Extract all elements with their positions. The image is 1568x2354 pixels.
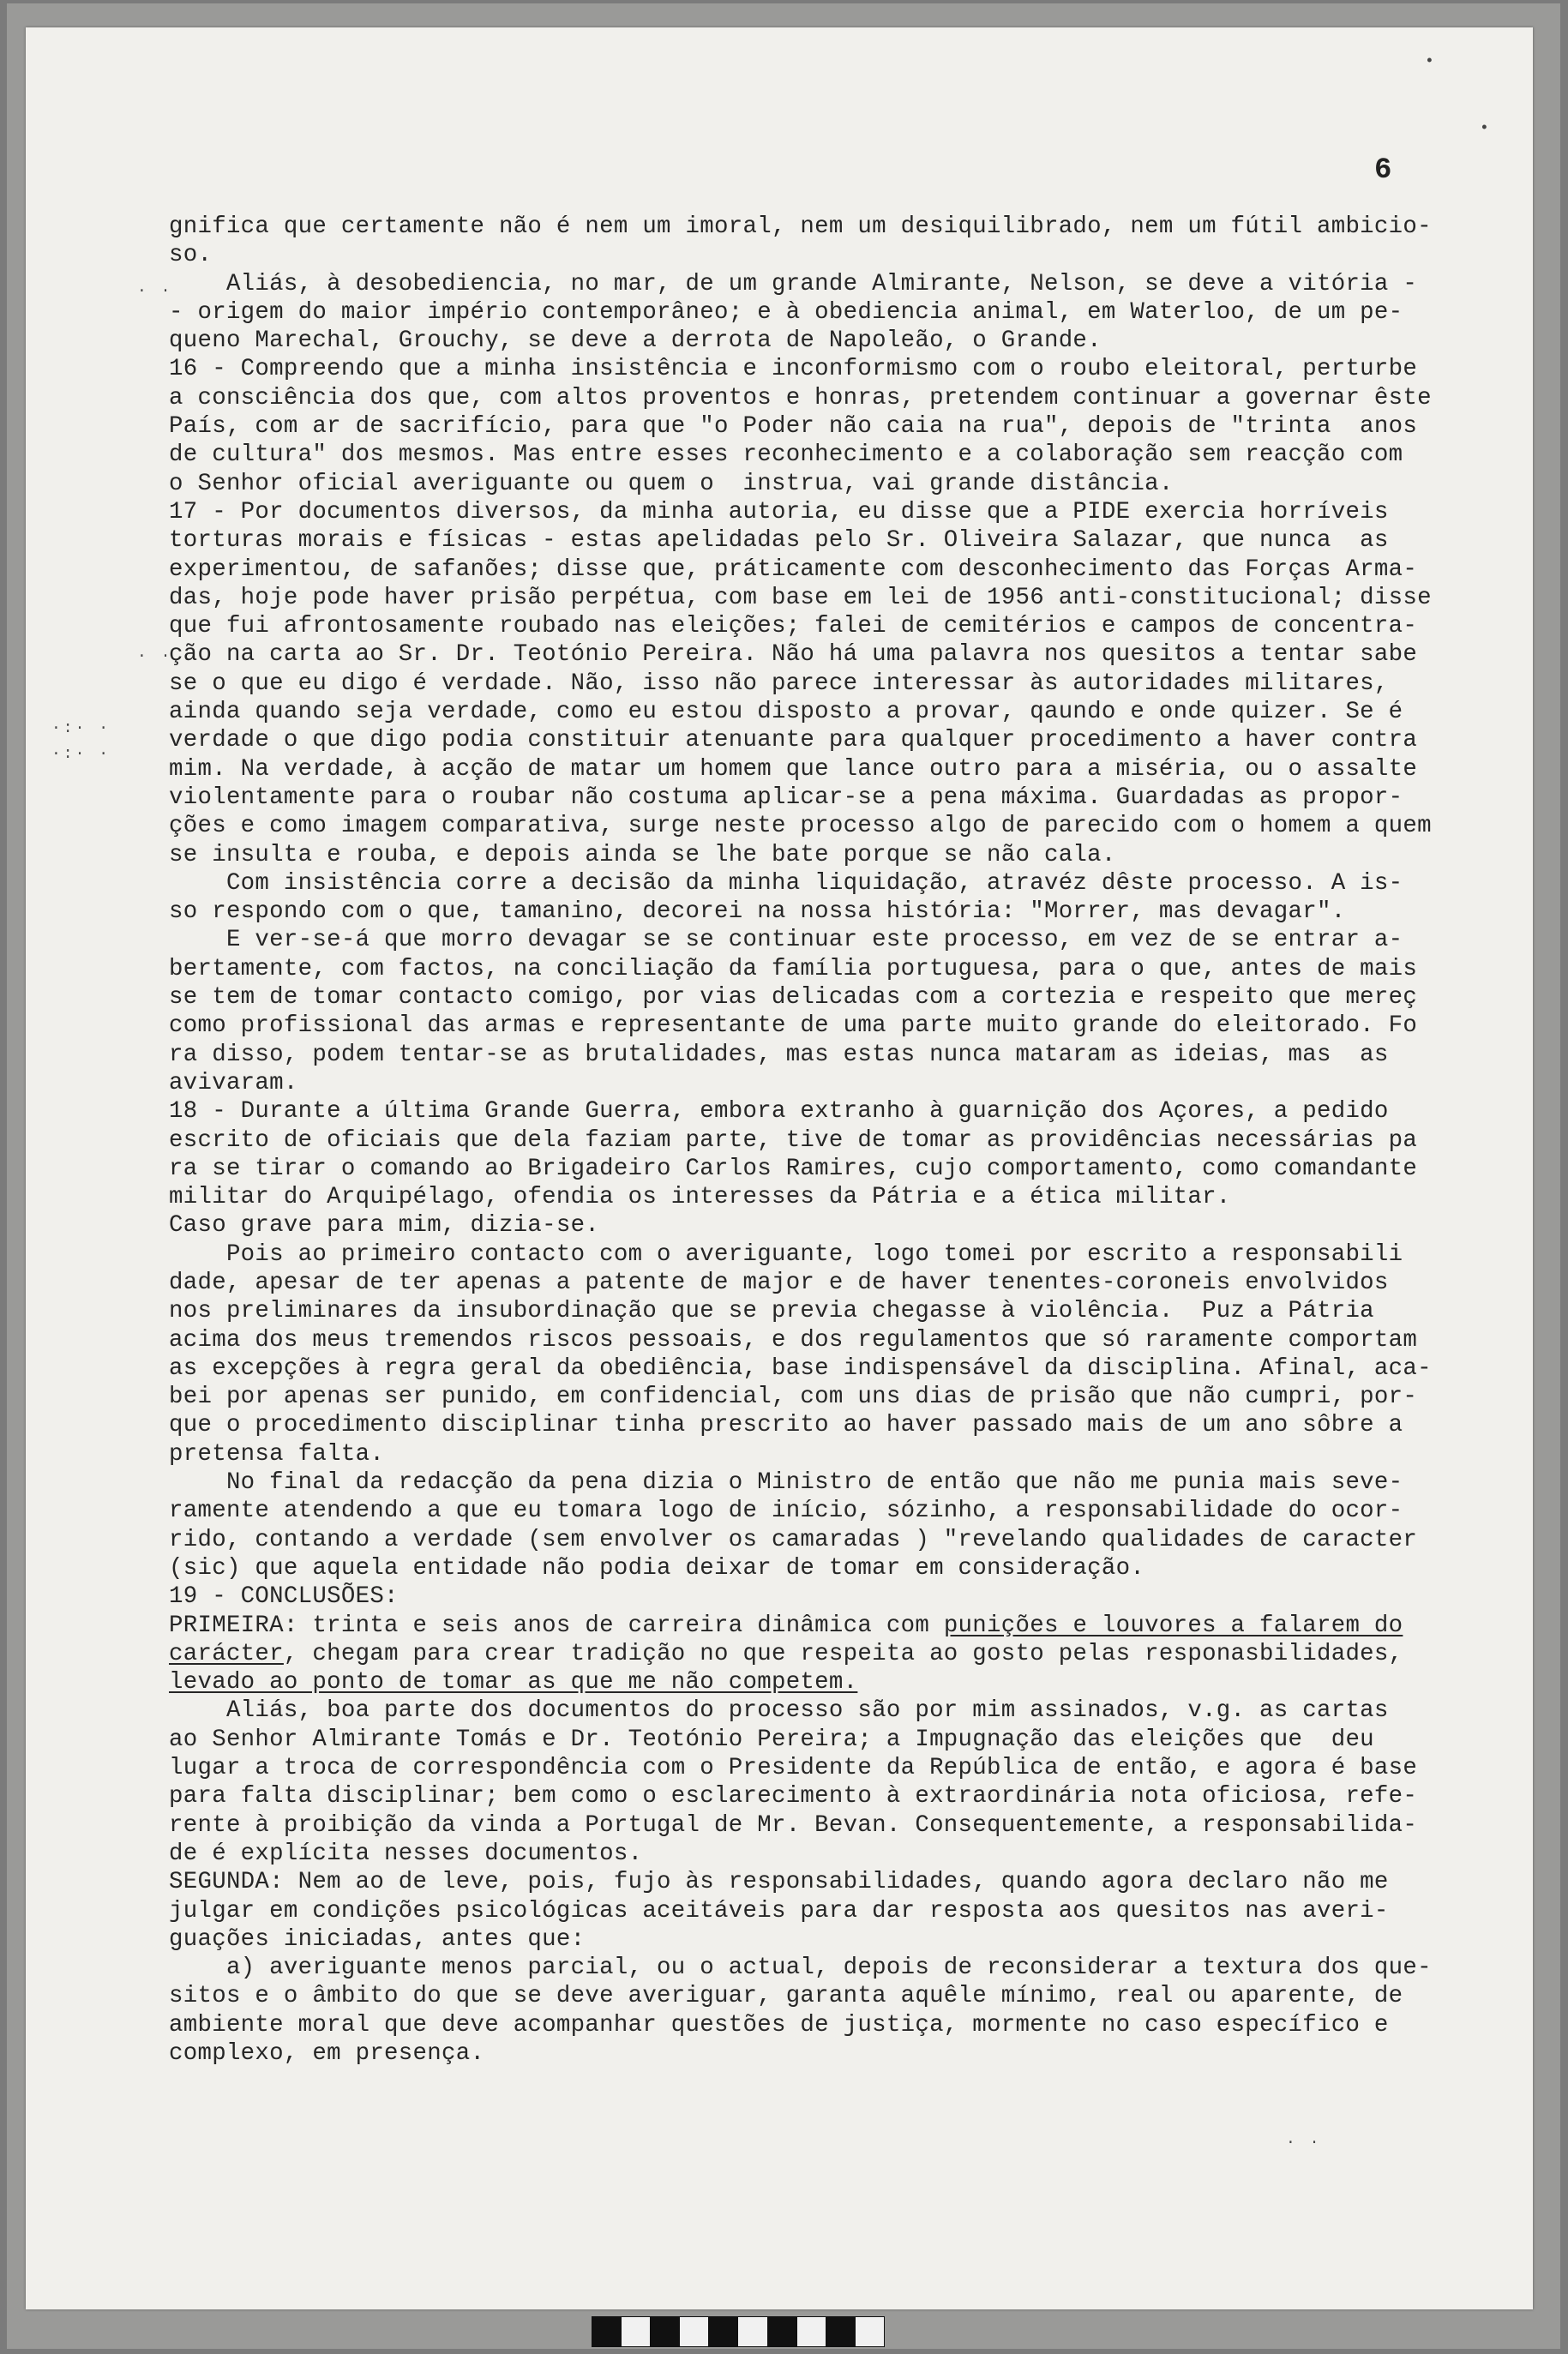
text-line: gnifica que certamente não é nem um imoral, nem um desiquilibrado, nem um fútil ambicio-	[169, 213, 1432, 240]
text-line: Aliás, à desobediencia, no mar, de um grande Almirante, Nelson, se deve a vitória -	[169, 270, 1418, 297]
text-line: ambiente moral que deve acompanhar questões de justiça, mormente no caso específico e	[169, 2011, 1389, 2039]
text-segment: PRIMEIRA: trinta e seis anos de carreira dinâmica com	[169, 1612, 944, 1639]
body-text	[169, 213, 1438, 2068]
text-line: rente à proibição da vinda a Portugal de Mr. Bevan. Consequentemente, a responsabilida-	[169, 1811, 1418, 1839]
text-line: se tem de tomar contacto comigo, por vias delicadas com a cortezia e respeito que mereç	[169, 984, 1418, 1012]
text-line: E ver-se-á que morro devagar se se continuar este processo, em vez de se entrar a-	[169, 927, 1403, 954]
margin-mark: · ·	[137, 648, 173, 665]
text-line: verdade o que digo podia constituir atenuante para qualquer procedimento a haver contra	[169, 727, 1418, 754]
text-line: a consciência dos que, com altos proventos e honras, pretendem continuar a governar êste	[169, 384, 1432, 411]
text-line: experimentou, de safanões; disse que, práticamente com desconhecimento das Forças Arma-	[169, 555, 1418, 583]
text-line: das, hoje pode haver prisão perpétua, com base em lei de 1956 anti-constitucional; disse	[169, 584, 1432, 611]
margin-mark: · ·	[137, 283, 173, 300]
text-line: complexo, em presença.	[169, 2040, 485, 2067]
text-line: SEGUNDA: Nem ao de leve, pois, fujo às responsabilidades, quando agora declaro não me	[169, 1869, 1389, 1896]
text-line	[169, 1612, 1438, 1640]
margin-mark: ·:· ·	[51, 746, 111, 763]
text-line: bertamente, com factos, na conciliação da família portuguesa, para o que, antes de mais	[169, 955, 1418, 982]
text-line: No final da redacção da pena dizia o Ministro de então que não me punia mais seve-	[169, 1469, 1403, 1497]
underlined-text: carácter	[169, 1640, 284, 1667]
text-line: so respondo com o que, tamanino, decorei na nossa história: "Morrer, mas devagar".	[169, 898, 1346, 926]
color-scale-bar	[592, 2316, 885, 2347]
text-line: lugar a troca de correspondência com o Presidente da República de então, e agora é base	[169, 1755, 1418, 1782]
text-line: o Senhor oficial averiguante ou quem o instrua, vai grande distância.	[169, 470, 1174, 497]
text-line: 19 - CONCLUSÕES:	[169, 1583, 399, 1611]
text-line: ção na carta ao Sr. Dr. Teotónio Pereira. Não há uma palavra nos quesitos a tentar sabe	[169, 641, 1418, 669]
text-line: Aliás, boa parte dos documentos do processo são por mim assinados, v.g. as cartas	[169, 1697, 1389, 1725]
text-line: 18 - Durante a última Grande Guerra, embora extranho à guarnição dos Açores, a pedido	[169, 1098, 1389, 1126]
text-line: ramente atendendo a que eu tomara logo de início, sózinho, a responsabilidade do ocor-	[169, 1498, 1403, 1525]
text-line: guações iniciadas, antes que:	[169, 1925, 586, 1953]
text-line: as excepções à regra geral da obediência, base indispensável da disciplina. Afinal, aca-	[169, 1354, 1432, 1382]
text-line: como profissional das armas e representante de uma parte muito grande do eleitorado. Fo	[169, 1012, 1418, 1040]
text-line: de cultura" dos mesmos. Mas entre esses reconhecimento e a colaboração sem reacção com	[169, 441, 1403, 469]
margin-mark: ·:· ·	[51, 720, 111, 737]
text-line: violentamente para o roubar não costuma aplicar-se a pena máxima. Guardadas as propor-	[169, 784, 1403, 811]
text-line: acima dos meus tremendos riscos pessoais, e dos regulamentos que só raramente comportam	[169, 1326, 1418, 1354]
text-line: a) averiguante menos parcial, ou o actual, depois de reconsiderar a textura dos que-	[169, 1955, 1432, 1982]
text-line: torturas morais e físicas - estas apelidadas pelo Sr. Oliveira Salazar, que nunca as	[169, 527, 1389, 555]
text-line: Caso grave para mim, dizia-se.	[169, 1212, 600, 1240]
text-line: 17 - Por documentos diversos, da minha autoria, eu disse que a PIDE exercia horríveis	[169, 498, 1389, 525]
text-line: dade, apesar de ter apenas a patente de major e de haver tenentes-coroneis envolvidos	[169, 1269, 1389, 1296]
text-line: mim. Na verdade, à acção de matar um homem que lance outro para a miséria, ou o assalte	[169, 755, 1418, 783]
text-line	[169, 1668, 1438, 1696]
text-line: País, com ar de sacrifício, para que "o Poder não caia na rua", depois de "trinta anos	[169, 413, 1418, 441]
text-line: ao Senhor Almirante Tomás e Dr. Teotónio Pereira; a Impugnação das eleições que deu	[169, 1726, 1374, 1753]
page-number: 6	[1374, 154, 1392, 187]
text-line: so.	[169, 242, 213, 269]
text-line: ra disso, podem tentar-se as brutalidades, mas estas nunca mataram as ideias, mas as	[169, 1041, 1389, 1068]
margin-mark: · ·	[1286, 2135, 1322, 2152]
text-segment: , chegam para crear tradição no que respeita ao gosto pelas responasbilidades,	[283, 1640, 1403, 1667]
text-line: nos preliminares da insubordinação que se previa chegasse à violência. Puz a Pátria	[169, 1298, 1374, 1325]
text-line: rido, contando a verdade (sem envolver os camaradas ) "revelando qualidades de caracter	[169, 1526, 1418, 1553]
text-line: ra se tirar o comando ao Brigadeiro Carlos Ramires, cujo comportamento, como comandante	[169, 1155, 1418, 1182]
text-line: pretensa falta.	[169, 1440, 385, 1468]
text-line: se o que eu digo é verdade. Não, isso não parece interessar às autoridades militares,	[169, 670, 1389, 697]
text-line: ções e como imagem comparativa, surge neste processo algo de parecido com o homem a quem	[169, 813, 1432, 840]
text-line: se insulta e rouba, e depois ainda se lhe bate porque se não cala.	[169, 841, 1116, 868]
text-line: militar do Arquipélago, ofendia os interesses da Pátria e a ética militar.	[169, 1184, 1231, 1211]
text-line: (sic) que aquela entidade não podia deixar de tomar em consideração.	[169, 1554, 1145, 1582]
text-line: de é explícita nesses documentos.	[169, 1840, 643, 1867]
text-line: julgar em condições psicológicas aceitáveis para dar resposta aos quesitos nas averi-	[169, 1897, 1389, 1925]
text-line: avivaram.	[169, 1069, 298, 1096]
text-line: que o procedimento disciplinar tinha prescrito ao haver passado mais de um ano sôbre a	[169, 1412, 1403, 1439]
text-line: bei por apenas ser punido, em confidencial, com uns dias de prisão que não cumpri, por-	[169, 1384, 1418, 1411]
underlined-text: punições e louvores a falarem do	[943, 1612, 1403, 1639]
margin-mark: •	[1425, 53, 1437, 70]
text-line: que fui afrontosamente roubado nas eleições; falei de cemitérios e campos de concentra-	[169, 613, 1418, 640]
text-line: queno Marechal, Grouchy, se deve a derrota de Napoleão, o Grande.	[169, 327, 1102, 355]
text-line	[169, 1640, 1438, 1668]
text-line: para falta disciplinar; bem como o esclarecimento à extraordinária nota oficiosa, refe-	[169, 1783, 1418, 1811]
underlined-text: levado ao ponto de tomar as que me não competem.	[169, 1669, 858, 1696]
text-line: Com insistência corre a decisão da minha liquidação, atravéz dêste processo. A is-	[169, 869, 1403, 897]
text-line: escrito de oficiais que dela faziam parte, tive de tomar as providências necessárias pa	[169, 1126, 1418, 1154]
text-line: sitos e o âmbito do que se deve averiguar, garanta aquêle mínimo, real ou aparente, de	[169, 1983, 1403, 2010]
text-line: Pois ao primeiro contacto com o averiguante, logo tomei por escrito a responsabili	[169, 1240, 1403, 1268]
text-line: 16 - Compreendo que a minha insistência e inconformismo com o roubo eleitoral, perturbe	[169, 356, 1418, 383]
margin-mark: •	[1480, 120, 1492, 137]
text-line: - origem do maior império contemporâneo; e à obediencia animal, em Waterloo, de um pe-	[169, 298, 1403, 326]
text-line: ainda quando seja verdade, como eu estou disposto a provar, qaundo e onde quizer. Se é	[169, 699, 1403, 726]
